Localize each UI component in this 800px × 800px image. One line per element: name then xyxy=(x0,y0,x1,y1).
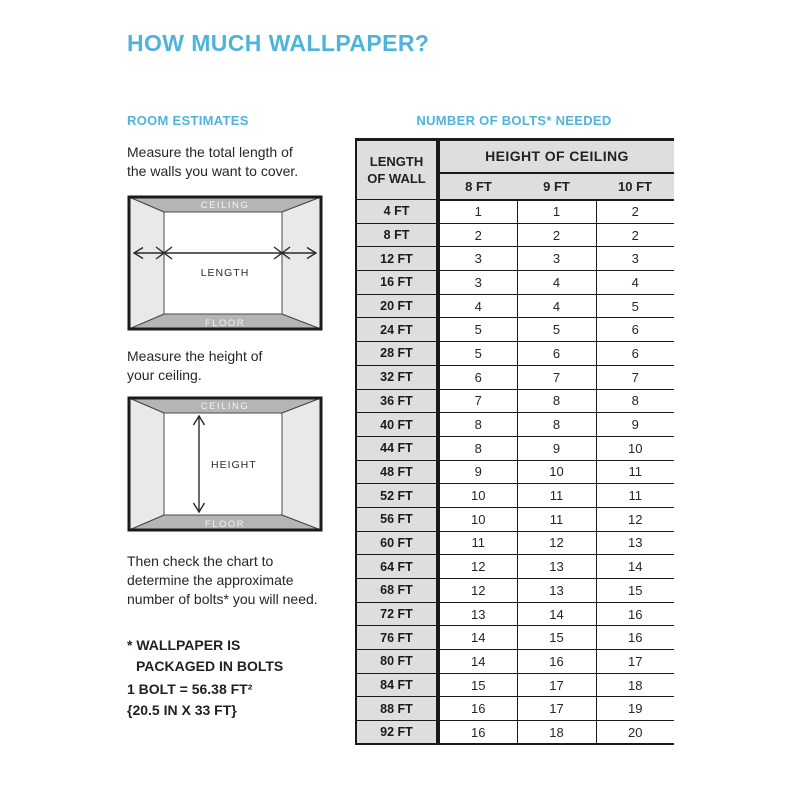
table-row xyxy=(356,626,674,650)
room-estimates-heading: ROOM ESTIMATES xyxy=(127,113,249,128)
bolt-spec-line2: {20.5 IN X 33 FT} xyxy=(127,702,237,718)
bolt-spec-note xyxy=(127,679,252,721)
bolts-needed-heading: NUMBER OF BOLTS* NEEDED xyxy=(416,113,612,128)
bolt-count-cell: 8 xyxy=(438,413,517,437)
bolt-count-cell: 16 xyxy=(517,650,596,674)
wall-length-cell: 64 FT xyxy=(356,555,438,579)
wall-length-cell: 8 FT xyxy=(356,223,438,247)
bolt-count-cell: 1 xyxy=(438,200,517,224)
bolt-count-cell: 14 xyxy=(438,650,517,674)
wall-length-cell: 56 FT xyxy=(356,507,438,531)
bolt-count-cell: 17 xyxy=(517,673,596,697)
bolt-count-cell: 18 xyxy=(596,673,674,697)
bolt-count-cell: 11 xyxy=(596,460,674,484)
length-of-wall-header-line1: LENGTH xyxy=(369,154,424,169)
bolts-table xyxy=(355,138,674,745)
bolts-packaging-note-line1: * WALLPAPER IS xyxy=(127,637,241,653)
bolt-count-cell: 5 xyxy=(438,342,517,366)
bolt-count-cell: 12 xyxy=(438,579,517,603)
bolt-count-cell: 8 xyxy=(517,413,596,437)
bolt-count-cell: 14 xyxy=(438,626,517,650)
bolt-count-cell: 2 xyxy=(596,223,674,247)
instruction-length-line1: Measure the total length of xyxy=(127,144,293,160)
bolt-count-cell: 12 xyxy=(596,507,674,531)
table-row xyxy=(356,413,674,437)
bolt-count-cell: 8 xyxy=(517,389,596,413)
table-row xyxy=(356,531,674,555)
bolt-count-cell: 5 xyxy=(438,318,517,342)
bolt-count-cell: 4 xyxy=(517,294,596,318)
page-title: HOW MUCH WALLPAPER? xyxy=(127,30,430,56)
bolt-count-cell: 13 xyxy=(517,579,596,603)
bolt-count-cell: 2 xyxy=(438,223,517,247)
table-row xyxy=(356,460,674,484)
bolt-count-cell: 17 xyxy=(517,697,596,721)
bolt-spec-line1: 1 BOLT = 56.38 FT² xyxy=(127,681,253,697)
table-row xyxy=(356,602,674,626)
bolt-count-cell: 16 xyxy=(438,721,517,745)
bolt-count-cell: 6 xyxy=(517,342,596,366)
bolts-packaging-note xyxy=(127,635,283,677)
bolt-count-cell: 8 xyxy=(596,389,674,413)
table-row xyxy=(356,342,674,366)
column-header-9ft: 9 FT xyxy=(517,173,596,200)
instruction-chart-line3: number of bolts* you will need. xyxy=(127,591,318,607)
room-height-diagram xyxy=(127,396,323,532)
table-row xyxy=(356,579,674,603)
ceiling-label: CEILING xyxy=(200,200,250,211)
height-arrow xyxy=(194,416,205,512)
wall-length-cell: 68 FT xyxy=(356,579,438,603)
bolt-count-cell: 13 xyxy=(438,602,517,626)
instruction-chart-line1: Then check the chart to xyxy=(127,553,274,569)
bolt-count-cell: 15 xyxy=(438,673,517,697)
table-row xyxy=(356,247,674,271)
bolt-count-cell: 13 xyxy=(596,531,674,555)
instruction-height xyxy=(127,347,262,385)
wall-length-cell: 76 FT xyxy=(356,626,438,650)
wall-length-cell: 16 FT xyxy=(356,271,438,295)
column-header-8ft: 8 FT xyxy=(438,173,517,200)
instruction-chart-line2: determine the approximate xyxy=(127,572,294,588)
wall-length-cell: 44 FT xyxy=(356,436,438,460)
bolt-count-cell: 13 xyxy=(517,555,596,579)
instruction-length xyxy=(127,143,298,181)
bolt-count-cell: 20 xyxy=(596,721,674,745)
wall-length-cell: 72 FT xyxy=(356,602,438,626)
length-of-wall-header xyxy=(356,140,438,200)
bolt-count-cell: 3 xyxy=(438,271,517,295)
right-wall-surface xyxy=(282,398,321,530)
right-wall-surface xyxy=(282,197,321,329)
wall-length-cell: 20 FT xyxy=(356,294,438,318)
bolt-count-cell: 1 xyxy=(517,200,596,224)
floor-label: FLOOR xyxy=(204,519,246,530)
ceiling-label: CEILING xyxy=(200,401,250,412)
wall-length-cell: 84 FT xyxy=(356,673,438,697)
table-row xyxy=(356,673,674,697)
bolts-packaging-note-line2: PACKAGED IN BOLTS xyxy=(136,658,284,674)
bolt-count-cell: 11 xyxy=(517,484,596,508)
bolts-table-body xyxy=(356,200,674,745)
bolt-count-cell: 10 xyxy=(517,460,596,484)
bolt-count-cell: 4 xyxy=(438,294,517,318)
wall-length-cell: 60 FT xyxy=(356,531,438,555)
height-measure-label: HEIGHT xyxy=(211,459,257,471)
bolt-count-cell: 9 xyxy=(517,436,596,460)
instruction-height-line1: Measure the height of xyxy=(127,348,263,364)
bolt-count-cell: 11 xyxy=(517,507,596,531)
bolt-count-cell: 7 xyxy=(438,389,517,413)
wall-length-cell: 40 FT xyxy=(356,413,438,437)
length-measure-label: LENGTH xyxy=(200,267,250,279)
table-row xyxy=(356,507,674,531)
bolt-count-cell: 3 xyxy=(517,247,596,271)
bolt-count-cell: 7 xyxy=(517,365,596,389)
wall-length-cell: 80 FT xyxy=(356,650,438,674)
bolt-count-cell: 18 xyxy=(517,721,596,745)
table-row xyxy=(356,294,674,318)
bolt-count-cell: 12 xyxy=(438,555,517,579)
wall-length-cell: 52 FT xyxy=(356,484,438,508)
table-row xyxy=(356,436,674,460)
bolt-count-cell: 5 xyxy=(517,318,596,342)
bolt-count-cell: 11 xyxy=(438,531,517,555)
wall-length-cell: 28 FT xyxy=(356,342,438,366)
bolt-count-cell: 10 xyxy=(438,507,517,531)
table-row xyxy=(356,484,674,508)
bolt-count-cell: 8 xyxy=(438,436,517,460)
wall-length-cell: 12 FT xyxy=(356,247,438,271)
bolt-count-cell: 9 xyxy=(438,460,517,484)
bolt-count-cell: 6 xyxy=(596,318,674,342)
room-length-diagram xyxy=(127,195,323,331)
bolt-count-cell: 14 xyxy=(596,555,674,579)
bolt-count-cell: 2 xyxy=(596,200,674,224)
length-of-wall-header-line2: OF WALL xyxy=(367,171,426,186)
bolt-count-cell: 19 xyxy=(596,697,674,721)
table-row xyxy=(356,697,674,721)
bolt-count-cell: 11 xyxy=(596,484,674,508)
wall-length-cell: 48 FT xyxy=(356,460,438,484)
wall-length-cell: 24 FT xyxy=(356,318,438,342)
table-row xyxy=(356,318,674,342)
table-row xyxy=(356,223,674,247)
floor-label: FLOOR xyxy=(204,318,246,329)
bolt-count-cell: 17 xyxy=(596,650,674,674)
left-wall-surface xyxy=(129,197,164,329)
bolt-count-cell: 6 xyxy=(438,365,517,389)
table-row xyxy=(356,365,674,389)
wall-length-cell: 92 FT xyxy=(356,721,438,745)
bolt-count-cell: 15 xyxy=(596,579,674,603)
bolt-count-cell: 4 xyxy=(596,271,674,295)
bolt-count-cell: 10 xyxy=(596,436,674,460)
wall-length-cell: 36 FT xyxy=(356,389,438,413)
column-header-10ft: 10 FT xyxy=(596,173,674,200)
bolt-count-cell: 16 xyxy=(596,602,674,626)
bolt-count-cell: 10 xyxy=(438,484,517,508)
instruction-chart xyxy=(127,552,318,609)
bolt-count-cell: 12 xyxy=(517,531,596,555)
left-wall-surface xyxy=(129,398,164,530)
bolt-count-cell: 16 xyxy=(438,697,517,721)
table-row xyxy=(356,271,674,295)
bolt-count-cell: 9 xyxy=(596,413,674,437)
wall-length-cell: 88 FT xyxy=(356,697,438,721)
bolt-count-cell: 3 xyxy=(438,247,517,271)
bolt-count-cell: 14 xyxy=(517,602,596,626)
bolt-count-cell: 4 xyxy=(517,271,596,295)
bolt-count-cell: 3 xyxy=(596,247,674,271)
table-row xyxy=(356,200,674,224)
height-of-ceiling-header: HEIGHT OF CEILING xyxy=(438,140,674,173)
instruction-length-line2: the walls you want to cover. xyxy=(127,163,299,179)
wall-length-cell: 32 FT xyxy=(356,365,438,389)
bolt-count-cell: 5 xyxy=(596,294,674,318)
bolt-count-cell: 2 xyxy=(517,223,596,247)
bolt-count-cell: 6 xyxy=(596,342,674,366)
bolt-count-cell: 15 xyxy=(517,626,596,650)
table-row xyxy=(356,555,674,579)
table-row xyxy=(356,721,674,745)
wall-length-cell: 4 FT xyxy=(356,200,438,224)
table-row xyxy=(356,389,674,413)
bolt-count-cell: 16 xyxy=(596,626,674,650)
instruction-height-line2: your ceiling. xyxy=(127,367,202,383)
bolt-count-cell: 7 xyxy=(596,365,674,389)
table-row xyxy=(356,650,674,674)
